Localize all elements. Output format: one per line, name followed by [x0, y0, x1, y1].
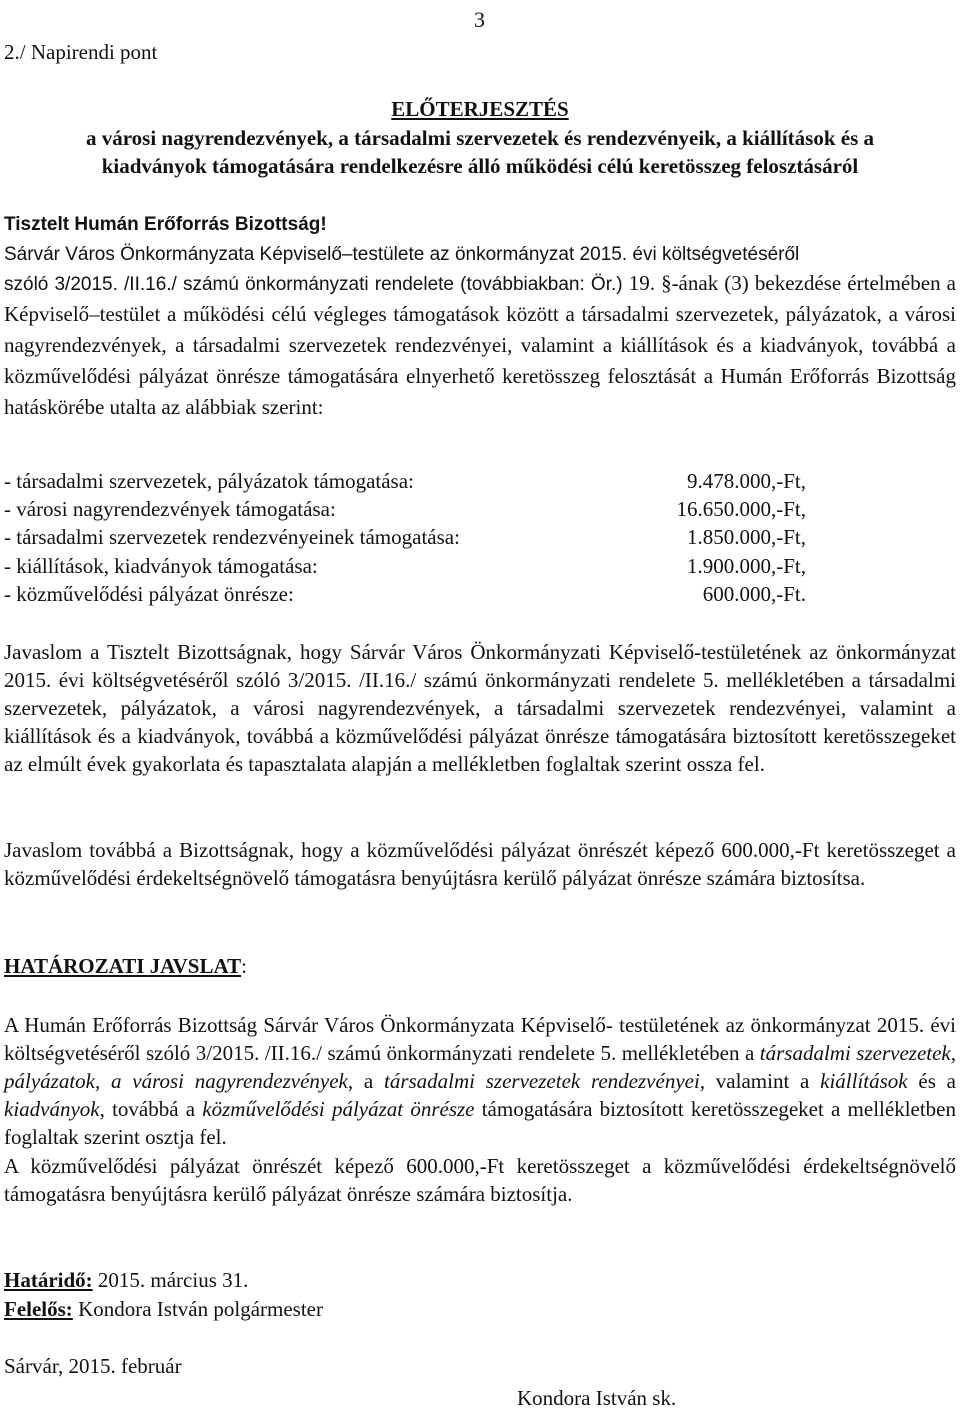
responsible [4, 1295, 323, 1323]
resolution-text: , valamint a [699, 1069, 821, 1093]
resolution-heading [4, 952, 247, 980]
resolution-text: A Humán Erőforrás Bizottság Sárvár Város Önkormányzata Képviselő- testületének az önkormányzat 2015. évi költségvetéséről szóló 3/2015. /II.16./ számú önkormányzati rendelete 5. mellékletében a [4, 1013, 956, 1065]
intro-line2: szóló 3/2015. /II.16./ számú önkormányzati rendelete (továbbiakban: Ör.) [4, 274, 623, 295]
list-item-amount: 600.000,-Ft. [702, 582, 806, 606]
proposal-paragraph-1: Javaslom a Tisztelt Bizottságnak, hogy Sárvár Város Önkormányzati Képviselő-testületének az önkormányzat 2015. évi költségvetéséről szóló 3/2015. /II.16./ számú önkormányzati rendelete 5. mellékletében a társadalmi szervezetek, pályázatok, a városi nagyrendezvények, a társadalmi szervezetek rendezvényei, valamint a kiállítások és a kiadványok, továbbá a közművelődési pályázat önrésze támogatására biztosított keretösszegeket az elmúlt évek gyakorlata és tapasztalata alapján a mellékletben foglaltak szerint ossza fel. [4, 640, 956, 776]
resolution-text: továbbá a [104, 1097, 203, 1121]
resolution-text: támogatására biztosított keretösszegeket a mellékletben foglaltak szerint osztja fel. [4, 1097, 957, 1149]
intro-paragraph [4, 269, 956, 424]
deadline-label: Határidő: [4, 1268, 93, 1292]
salutation: Tisztelt Humán Erőforrás Bizottság! [4, 214, 327, 235]
document-title: ELŐTERJESZTÉS [391, 97, 569, 121]
resolution-italic-text: társadalmi szervezetek rendezvényei [383, 1069, 700, 1093]
resolution-italic-text: társadalmi szervezetek, pályázatok, a városi nagyrendezvények [4, 1041, 956, 1093]
list-item-amount: 1.850.000,-Ft, [686, 525, 806, 549]
resolution-paragraph-1 [4, 1011, 956, 1151]
resolution-heading-text: HATÁROZATI JAVSLAT [4, 954, 242, 978]
intro-rest: 19. §-ának (3) bekezdése értelmében a Képviselő–testület a működési célú végleges támogatások között a társadalmi szervezetek, pályázatok, a városi nagyrendezvények, a társadalmi szervezetek rendezvényei, valamint a kiállítások és a kiadványok, továbbá a közművelődési pályázat önrésze támogatására elnyerhető keretösszeg felosztását a Humán Erőforrás Bizottság hatáskörébe utalta az alábbiak szerint: [4, 271, 957, 419]
resolution-heading-colon: : [241, 954, 247, 978]
resolution-italic-text: kiállítások [820, 1069, 908, 1093]
list-item-amount: 9.478.000,-Ft, [686, 469, 806, 493]
resolution-italic-text: kiadványok, [4, 1097, 105, 1121]
deadline [4, 1266, 248, 1294]
signature: Kondora István sk. [517, 1386, 677, 1410]
responsible-value: Kondora István polgármester [72, 1297, 323, 1321]
resolution-text: és a [907, 1069, 956, 1093]
list-item-label: - társadalmi szervezetek rendezvényeinek támogatása: [4, 525, 460, 549]
intro-line1: Sárvár Város Önkormányzata Képviselő–testülete az önkormányzat 2015. évi költségvetéséről [4, 244, 800, 265]
resolution-text: , a [347, 1069, 384, 1093]
resolution-italic-text: közművelődési pályázat önrésze [202, 1097, 475, 1121]
list-item-label: - kiállítások, kiadványok támogatása: [4, 554, 318, 578]
resolution-paragraph-2: A közművelődési pályázat önrészét képező 600.000,-Ft keretösszeget a közművelődési érdekeltségnövelő támogatásra benyújtásra kerülő pályázat önrésze számára biztosítja. [4, 1154, 956, 1206]
document-subtitle-line1: a városi nagyrendezvények, a társadalmi szervezetek és rendezvényeik, a kiállítások és a [85, 126, 874, 150]
document-subtitle-line2: kiadványok támogatására rendelkezésre álló működési célú keretösszeg felosztásáról [101, 154, 859, 178]
page-number: 3 [474, 7, 485, 32]
list-item-amount: 1.900.000,-Ft, [686, 554, 806, 578]
agenda-item: 2./ Napirendi pont [4, 40, 158, 64]
list-item-label: - társadalmi szervezetek, pályázatok támogatása: [4, 469, 414, 493]
list-item-label: - városi nagyrendezvények támogatása: [4, 497, 336, 521]
deadline-value: 2015. március 31. [92, 1268, 249, 1292]
list-item-label: - közművelődési pályázat önrésze: [4, 582, 294, 606]
list-item-amount: 16.650.000,-Ft, [676, 497, 806, 521]
place-date: Sárvár, 2015. február [4, 1354, 182, 1378]
responsible-label: Felelős: [4, 1297, 73, 1321]
proposal-paragraph-2: Javaslom továbbá a Bizottságnak, hogy a közművelődési pályázat önrészét képező 600.000,-Ft keretösszeget a közművelődési érdekeltségnövelő támogatásra benyújtásra kerülő pályázat önrésze számára biztosítsa. [4, 838, 956, 890]
